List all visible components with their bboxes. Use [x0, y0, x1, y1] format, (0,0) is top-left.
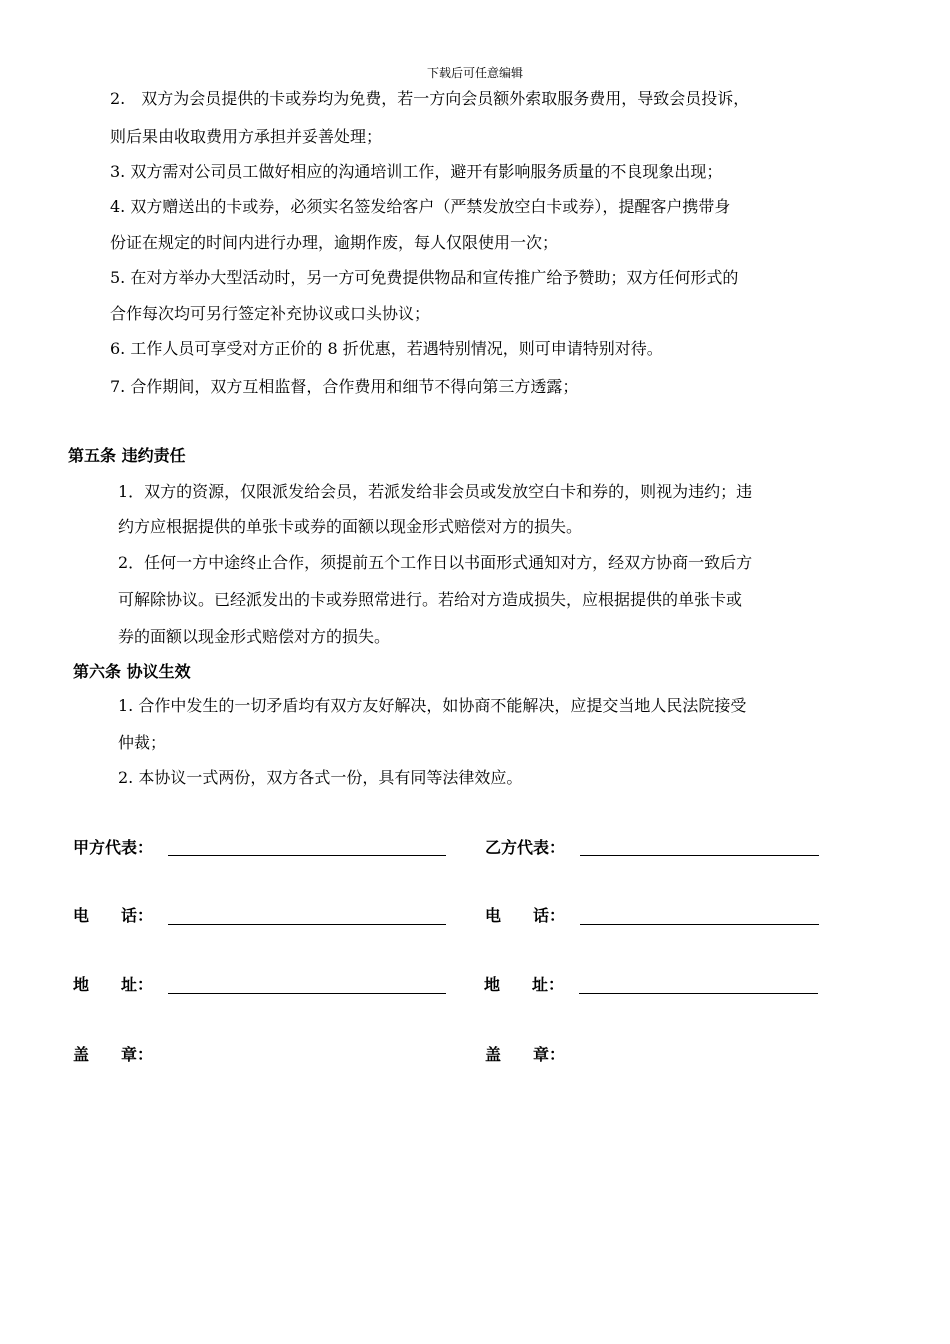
party-a-seal-label: 盖 章： [73, 1045, 154, 1064]
party-a-address-label: 地 址： [73, 975, 154, 994]
party-b-rep-label: 乙方代表： [485, 838, 566, 857]
s5-item-2-line-3: 券的面额以现金形式赔偿对方的损失。 [118, 627, 391, 646]
clause-4-line-2: 份证在规定的时间内进行办理，逾期作废，每人仅限使用一次； [110, 233, 559, 252]
s5-item-1-line-1: 1．双方的资源，仅限派发给会员，若派发给非会员或发放空白卡和券的，则视为违约；违 [118, 482, 753, 501]
clause-6-line-1: 6. 工作人员可享受对方正价的 8 折优惠，若遇特别情况，则可申请特别对待。 [110, 339, 663, 358]
clause-2-line-1: 2. 双方为会员提供的卡或券均为免费，若一方向会员额外索取服务费用，导致会员投诉， [110, 89, 750, 108]
clause-5-line-1: 5. 在对方举办大型活动时，另一方可免费提供物品和宣传推广给予赞助；双方任何形式的 [110, 268, 739, 287]
party-a-rep-label: 甲方代表： [73, 838, 154, 857]
s5-item-2-line-1: 2．任何一方中途终止合作，须提前五个工作日以书面形式通知对方，经双方协商一致后方 [118, 553, 753, 572]
party-b-address-label: 地 址： [484, 975, 565, 994]
clause-4-line-1: 4. 双方赠送出的卡或券，必须实名签发给客户（严禁发放空白卡或券），提醒客户携带身 [110, 197, 731, 216]
clause-7-line-1: 7. 合作期间，双方互相监督，合作费用和细节不得向第三方透露； [110, 377, 579, 396]
party-b-address-field[interactable] [579, 993, 818, 994]
party-a-phone-label: 电 话： [73, 906, 154, 925]
s5-item-1-line-2: 约方应根据提供的单张卡或券的面额以现金形式赔偿对方的损失。 [118, 517, 583, 536]
party-b-rep-field[interactable] [580, 855, 819, 856]
page-header: 下载后可任意编辑 [426, 66, 523, 80]
party-b-phone-label: 电 话： [485, 906, 566, 925]
party-a-address-field[interactable] [168, 993, 446, 994]
s6-item-1-line-2: 仲裁； [118, 733, 167, 752]
party-a-rep-field[interactable] [168, 855, 446, 856]
party-b-phone-field[interactable] [580, 924, 819, 925]
party-a-phone-field[interactable] [168, 924, 446, 925]
section-5-title: 第五条 违约责任 [68, 446, 186, 465]
clause-5-line-2: 合作每次均可另行签定补充协议或口头协议； [110, 304, 431, 323]
s6-item-1-line-1: 1. 合作中发生的一切矛盾均有双方友好解决，如协商不能解决，应提交当地人民法院接受 [118, 696, 747, 715]
clause-2-line-2: 则后果由收取费用方承担并妥善处理； [110, 127, 383, 146]
section-6-title: 第六条 协议生效 [73, 662, 191, 681]
s6-item-2-line-1: 2. 本协议一式两份，双方各式一份，具有同等法律效应。 [118, 768, 523, 787]
s5-item-2-line-2: 可解除协议。已经派发出的卡或券照常进行。若给对方造成损失，应根据提供的单张卡或 [118, 590, 743, 609]
party-b-seal-label: 盖 章： [485, 1045, 566, 1064]
clause-3-line-1: 3. 双方需对公司员工做好相应的沟通培训工作，避开有影响服务质量的不良现象出现； [110, 162, 723, 181]
